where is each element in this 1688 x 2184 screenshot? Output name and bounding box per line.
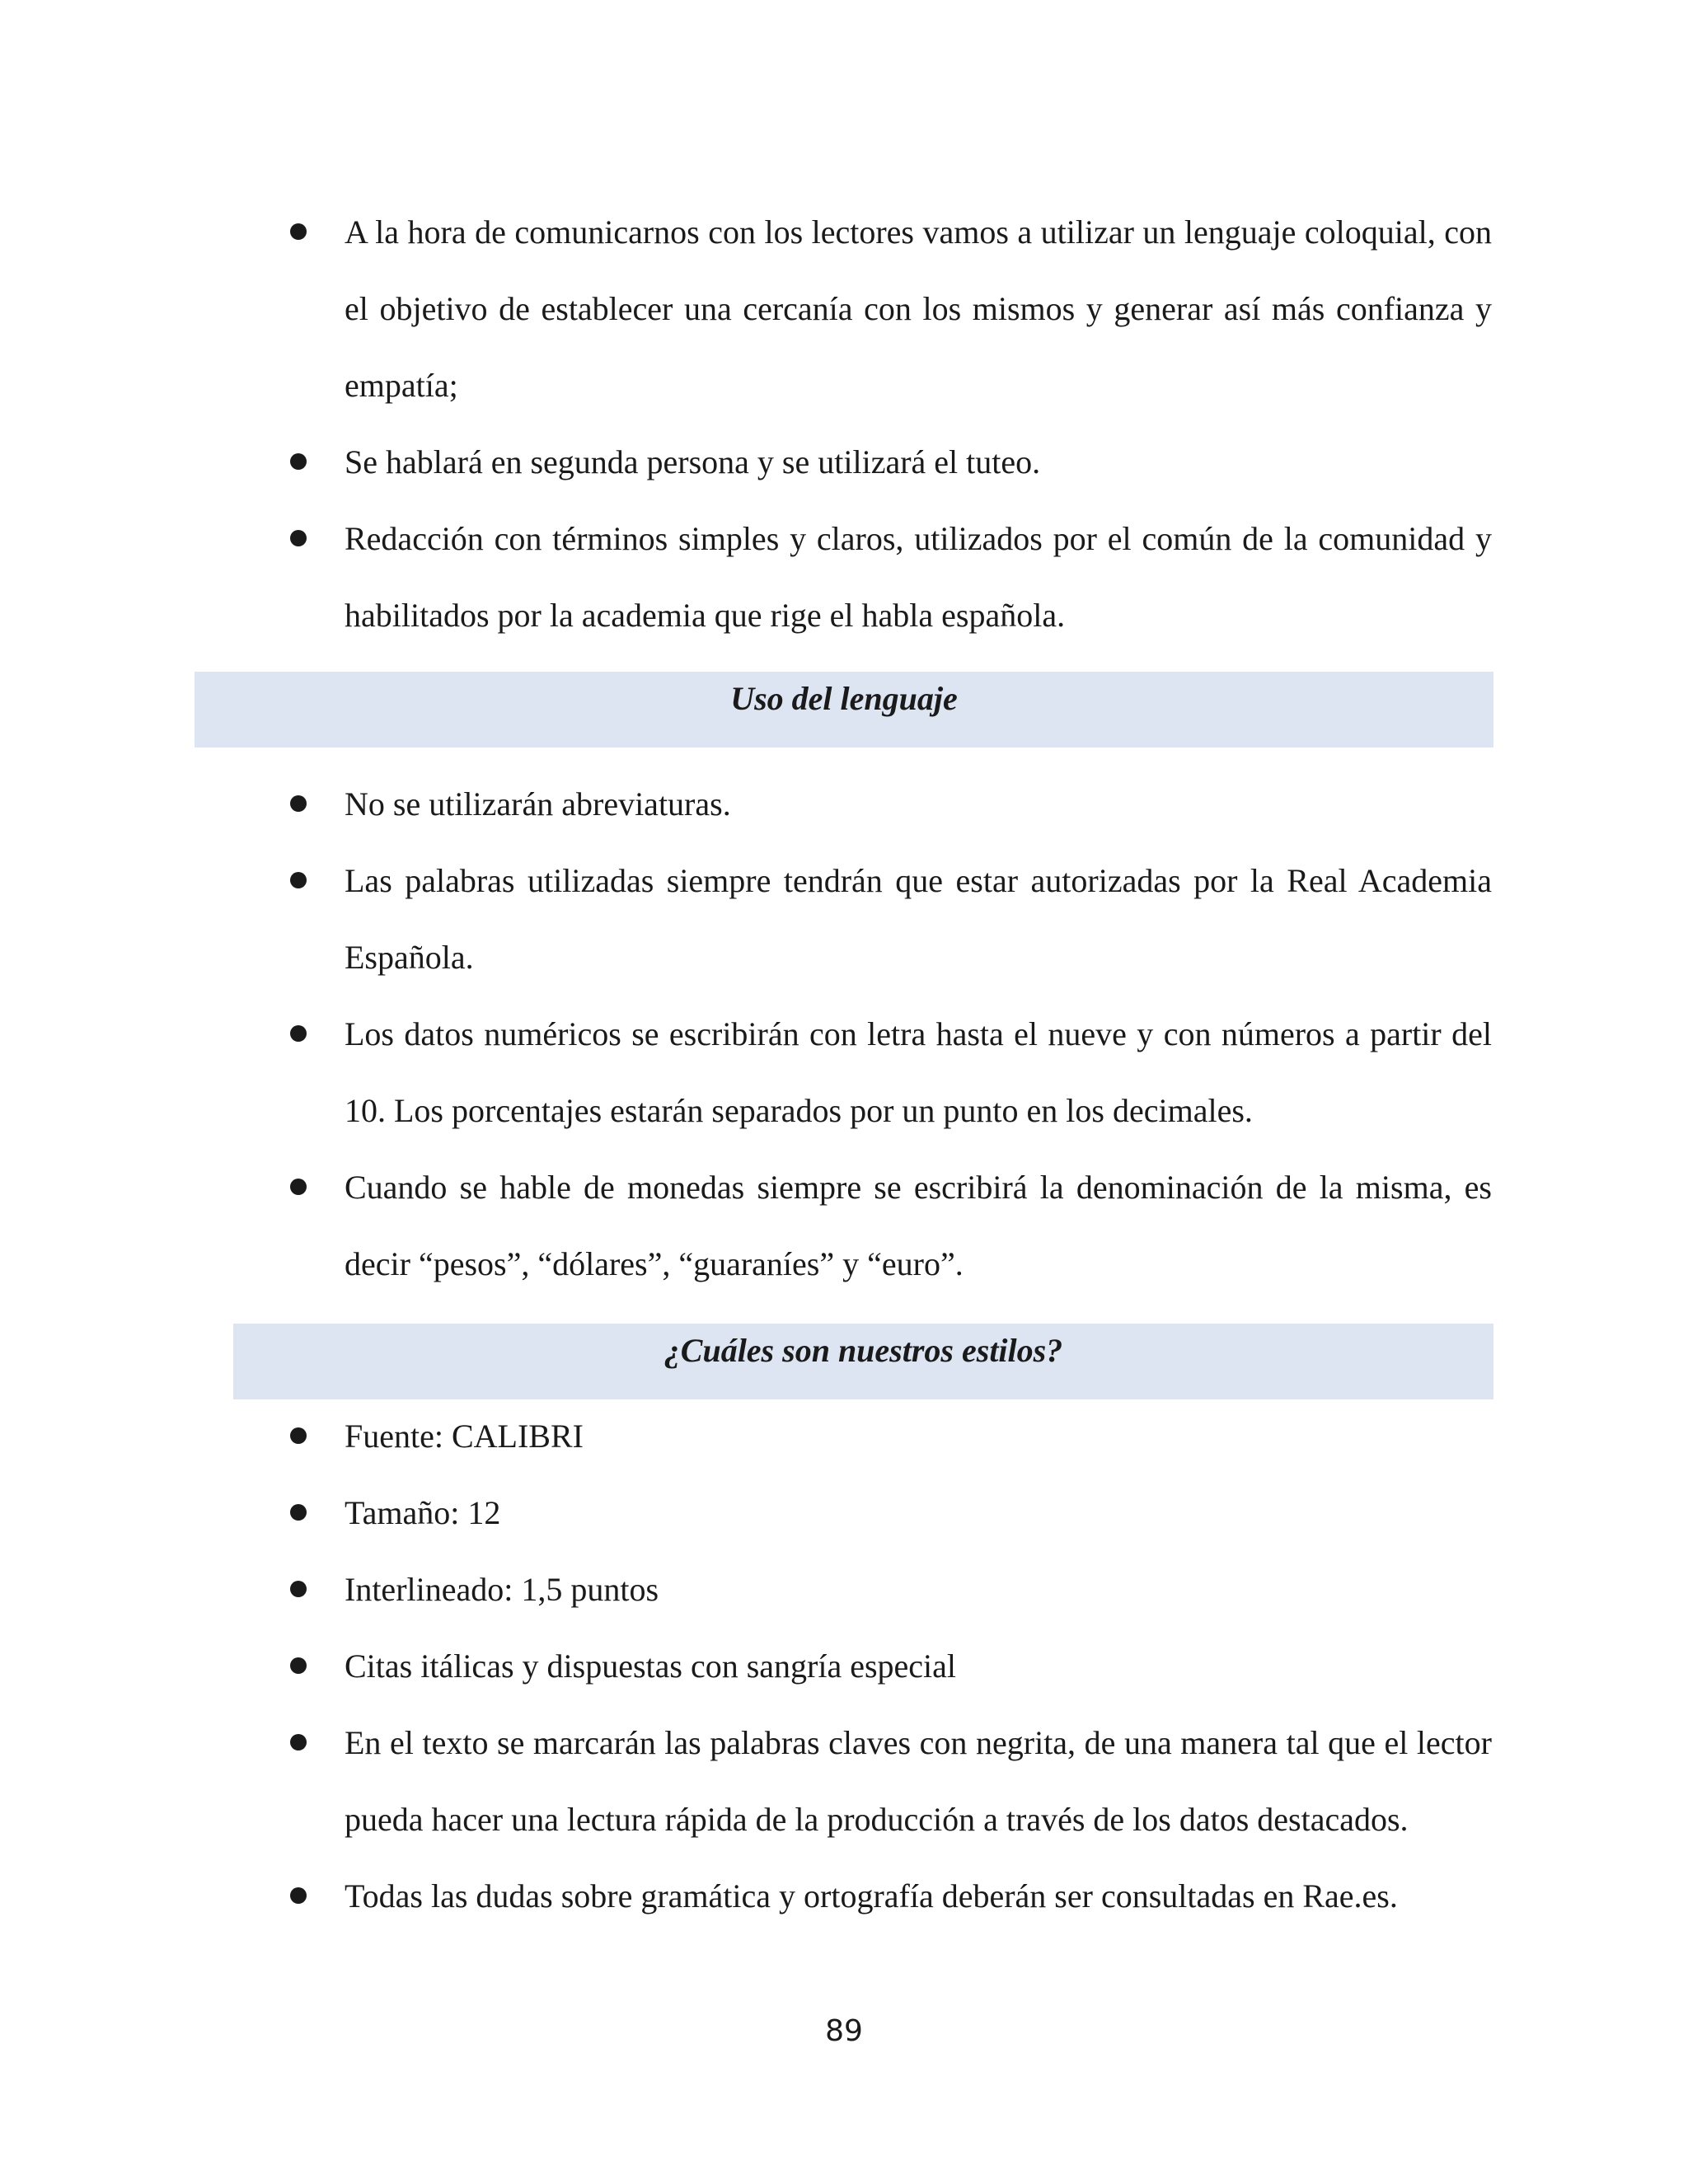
bullet-icon	[290, 1025, 307, 1042]
list-item-text: Se hablará en segunda persona y se utilizará el tuteo.	[345, 443, 1041, 480]
list-item	[0, 424, 1492, 500]
bullet-icon	[290, 795, 307, 812]
list-item-text: Cuando se hable de monedas siempre se escribirá la denominación de la misma, es decir “pesos”, “dólares”, “guaraníes” y “euro”.	[345, 1169, 1492, 1282]
list-item	[0, 1398, 1492, 1474]
bullet-icon	[290, 1581, 307, 1597]
bullet-icon	[290, 530, 307, 546]
list-item	[0, 842, 1492, 996]
list-item-text: Citas itálicas y dispuestas con sangría especial	[345, 1647, 957, 1685]
list-item-text: Interlineado: 1,5 puntos	[345, 1571, 659, 1608]
bullet-icon	[290, 1887, 307, 1904]
list-item	[0, 766, 1492, 842]
bullet-icon	[290, 1657, 307, 1674]
list-item	[0, 1704, 1492, 1858]
bullet-icon	[290, 1504, 307, 1521]
list-item	[0, 1551, 1492, 1628]
bullet-icon	[290, 1179, 307, 1195]
bullet-icon	[290, 1427, 307, 1444]
list-item-text: Las palabras utilizadas siempre tendrán que estar autorizadas por la Real Academia Española.	[345, 862, 1492, 976]
bullet-icon	[290, 1734, 307, 1750]
list-item-text: Tamaño: 12	[345, 1494, 501, 1531]
bullet-icon	[290, 223, 307, 240]
section-title: ¿Cuáles son nuestros estilos?	[663, 1332, 1063, 1369]
bullet-icon	[290, 453, 307, 470]
list-item-text: En el texto se marcarán las palabras claves con negrita, de una manera tal que el lector pueda hacer una lectura rápida de la producción a través de los datos destacados.	[345, 1724, 1492, 1838]
list-item-text: Fuente: CALIBRI	[345, 1418, 584, 1455]
list-item	[0, 500, 1492, 654]
list-item-text: No se utilizarán abreviaturas.	[345, 785, 731, 823]
list-item-text: Los datos numéricos se escribirán con letra hasta el nueve y con números a partir del 10. Los porcentajes estarán separados por un punto en los decimales.	[345, 1015, 1492, 1129]
section-header-styles	[233, 1324, 1493, 1399]
list-item	[0, 1474, 1492, 1551]
section-header-language	[195, 672, 1493, 748]
intro-bullet-list	[0, 194, 1688, 654]
list-item	[0, 194, 1492, 424]
list-item	[0, 1149, 1492, 1302]
list-item-text: A la hora de comunicarnos con los lectores vamos a utilizar un lenguaje coloquial, con el objetivo de establecer una cercanía con los mismos y generar así más confianza y empatía;	[345, 213, 1492, 404]
list-item	[0, 1628, 1492, 1704]
list-item-text: Redacción con términos simples y claros, utilizados por el común de la comunidad y habilitados por la academia que rige el habla española.	[345, 520, 1492, 634]
list-item-text: Todas las dudas sobre gramática y ortografía deberán ser consultadas en Rae.es.	[345, 1877, 1398, 1915]
list-item	[0, 996, 1492, 1149]
language-bullet-list	[0, 766, 1688, 1302]
bullet-icon	[290, 872, 307, 888]
list-item	[0, 1858, 1492, 1934]
section-title: Uso del lenguaje	[730, 680, 958, 717]
styles-bullet-list	[0, 1398, 1688, 1934]
page-number: 89	[825, 2014, 863, 2048]
